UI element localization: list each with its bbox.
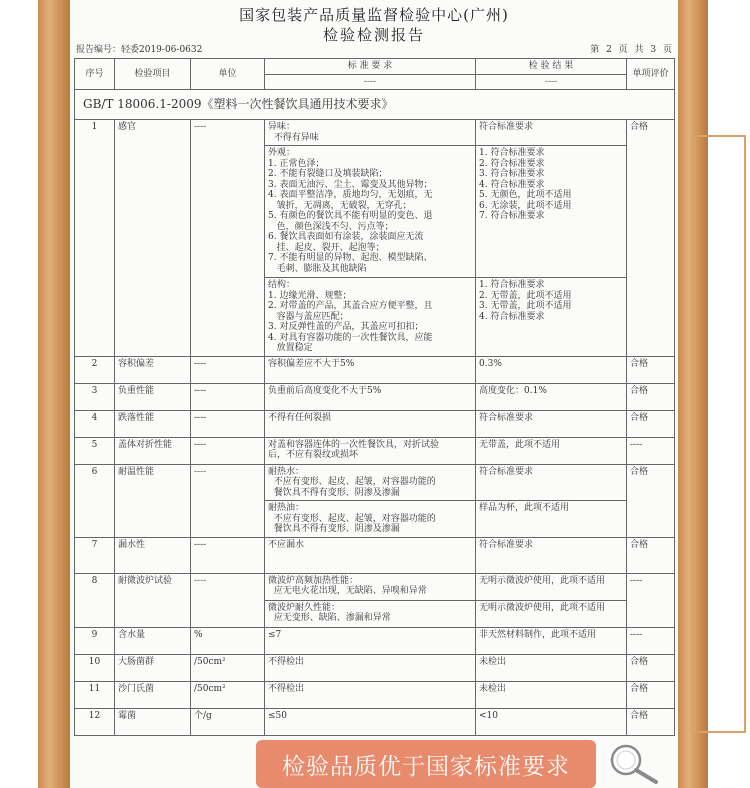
table-row (75, 654, 675, 681)
row-evaluation: ---- (627, 627, 675, 654)
table-header-row (75, 59, 675, 75)
wooden-frame-right (678, 0, 708, 788)
row-result: 1. 符合标准要求 2. 符合标准要求 3. 符合标准要求 4. 符合标准要求 5. 无颜色，此项不适用 6. 无涂装，此项不适用 7. 符合标准要求 (476, 146, 627, 278)
row-number: 4 (75, 410, 115, 437)
row-result: 1. 符合标准要求 2. 无带盖，此项不适用 3. 无带盖，此项不适用 4. 符合标准要求 (476, 278, 627, 357)
header-result-dash: ---- (476, 74, 627, 90)
row-requirement: 外观： 1. 正常色泽； 2. 不能有裂缝口及填装缺陷； 3. 表面无油污、尘土、霉变及其他异物； 4. 表面平整洁净，质地均匀，无划痕，无 皱折，无凋离，无破裂，无穿孔； 5. 有颜色的餐饮具不能有明显的变色、退 色，颜色深浅不匀、污点等； 6. 餐饮具表面如有涂装，涂装面应无流 挂、起皮、裂开、起泡等； 7. 不能有明显的异物、起泡、模型缺陷、 毛刺、膨胀及其他缺陷 (265, 146, 476, 278)
row-number: 12 (75, 708, 115, 735)
row-result: 未检出 (476, 654, 627, 681)
report-page (70, 0, 678, 788)
table-row (75, 627, 675, 654)
row-evaluation: ---- (627, 437, 675, 464)
header-no: 序号 (75, 59, 115, 90)
row-unit: /50cm² (191, 681, 265, 708)
header-standard: 标 准 要 求 (265, 59, 476, 75)
row-evaluation: 合格 (627, 708, 675, 735)
row-result: 符合标准要求 (476, 410, 627, 437)
row-unit: ---- (191, 356, 265, 383)
row-requirement: 耐热油： 不应有变形、起皮、起皱，对容器功能的 餐饮具不得有变形、阴渗及渗漏 (265, 501, 476, 538)
table-row (75, 708, 675, 735)
row-number: 3 (75, 383, 115, 410)
row-item: 负重性能 (115, 383, 191, 410)
table-row (75, 410, 675, 437)
row-requirement: 不得有任何裂损 (265, 410, 476, 437)
wooden-frame-left (38, 0, 70, 788)
row-number: 7 (75, 537, 115, 573)
row-unit: ---- (191, 410, 265, 437)
row-unit: ---- (191, 120, 265, 357)
table-row (75, 573, 675, 600)
row-number: 5 (75, 437, 115, 464)
row-number: 9 (75, 627, 115, 654)
row-evaluation: 合格 (627, 383, 675, 410)
header-eval: 单项评价 (627, 59, 675, 90)
row-result: 符合标准要求 (476, 464, 627, 501)
row-requirement: 微波炉耐久性能： 应无变形、缺陷、渗漏和异常 (265, 600, 476, 627)
row-item: 耐微波炉试验 (115, 573, 191, 627)
row-unit: ---- (191, 573, 265, 627)
row-result: 样品为杯，此项不适用 (476, 501, 627, 538)
row-unit: 个/g (191, 708, 265, 735)
row-result: <10 (476, 708, 627, 735)
row-item: 大肠菌群 (115, 654, 191, 681)
row-unit: % (191, 627, 265, 654)
row-requirement: 对盖和容器连体的一次性餐饮具，对折试验 后，不应有裂纹或损坏 (265, 437, 476, 464)
row-requirement: ≤7 (265, 627, 476, 654)
row-result: 非天然材料制作，此项不适用 (476, 627, 627, 654)
table-row (75, 356, 675, 383)
row-evaluation: ---- (627, 573, 675, 627)
standard-title: GB/T 18006.1-2009《塑料一次性餐饮具通用技术要求》 (75, 90, 675, 120)
promo-banner-text: 检验品质优于国家标准要求 (282, 753, 570, 780)
row-item: 沙门氏菌 (115, 681, 191, 708)
row-requirement: 不应漏水 (265, 537, 476, 573)
row-requirement: ≤50 (265, 708, 476, 735)
header-item: 检验项目 (115, 59, 191, 90)
header-standard-dash: ---- (265, 74, 476, 90)
table-row (75, 537, 675, 573)
standard-title-row (75, 90, 675, 120)
row-evaluation: 合格 (627, 654, 675, 681)
row-item: 感官 (115, 120, 191, 357)
row-number: 2 (75, 356, 115, 383)
table-row (75, 681, 675, 708)
row-item: 跌落性能 (115, 410, 191, 437)
row-unit: ---- (191, 383, 265, 410)
row-requirement: 不得检出 (265, 654, 476, 681)
row-item: 容积偏差 (115, 356, 191, 383)
report-number: 报告编号：轻委2019-06-0632 (76, 45, 203, 55)
report-title: 国家包装产品质量监督检验中心(广州) (239, 6, 509, 24)
row-result: 符合标准要求 (476, 120, 627, 146)
row-item: 盖体对折性能 (115, 437, 191, 464)
report-subtitle: 检验检测报告 (322, 26, 425, 44)
row-evaluation: 合格 (627, 681, 675, 708)
row-unit: /50cm² (191, 654, 265, 681)
row-result: 无带盖，此项不适用 (476, 437, 627, 464)
row-item: 耐温性能 (115, 464, 191, 537)
row-number: 1 (75, 120, 115, 357)
row-requirement: 容积偏差应不大于5% (265, 356, 476, 383)
row-evaluation: 合格 (627, 464, 675, 537)
row-unit: ---- (191, 437, 265, 464)
row-number: 6 (75, 464, 115, 537)
row-number: 10 (75, 654, 115, 681)
row-item: 漏水性 (115, 537, 191, 573)
table-row (75, 383, 675, 410)
row-requirement: 异味： 不得有异味 (265, 120, 476, 146)
row-unit: ---- (191, 537, 265, 573)
row-requirement: 不得检出 (265, 681, 476, 708)
row-number: 11 (75, 681, 115, 708)
table-row (75, 464, 675, 501)
row-unit: ---- (191, 464, 265, 537)
row-number: 8 (75, 573, 115, 627)
magnifier-icon (606, 742, 670, 786)
row-item: 含水量 (115, 627, 191, 654)
row-result: 符合标准要求 (476, 537, 627, 573)
inspection-table (74, 58, 675, 736)
row-result: 无明示微波炉使用，此项不适用 (476, 573, 627, 600)
header-result: 检 验 结 果 (476, 59, 627, 75)
row-result: 0.3% (476, 356, 627, 383)
row-evaluation: 合格 (627, 120, 675, 357)
promo-banner (256, 740, 596, 788)
row-requirement: 结构： 1. 边缘光滑、规整； 2. 对带盖的产品，其盖合应方便平整，且 容器与盖应匹配； 3. 对反弹性盖的产品，其盖应可扣扣； 4. 对具有容器功能的一次性餐饮具，应能 放置稳定 (265, 278, 476, 357)
table-row (75, 437, 675, 464)
row-result: 无明示微波炉使用，此项不适用 (476, 600, 627, 627)
row-result: 未检出 (476, 681, 627, 708)
row-requirement: 负重前后高度变化不大于5% (265, 383, 476, 410)
header-unit: 单位 (191, 59, 265, 90)
row-evaluation: 合格 (627, 356, 675, 383)
page-info: 第 2 页 共 3 页 (590, 45, 672, 55)
row-result: 高度变化：0.1% (476, 383, 627, 410)
row-evaluation: 合格 (627, 410, 675, 437)
row-requirement: 耐热水： 不应有变形、起皮、起皱，对容器功能的 餐饮具不得有变形、阴渗及渗漏 (265, 464, 476, 501)
row-requirement: 微波炉高频加热性能： 应无电火花出现，无缺陷、异嗅和异常 (265, 573, 476, 600)
table-row (75, 120, 675, 146)
row-item: 霉菌 (115, 708, 191, 735)
row-evaluation: 合格 (627, 537, 675, 573)
